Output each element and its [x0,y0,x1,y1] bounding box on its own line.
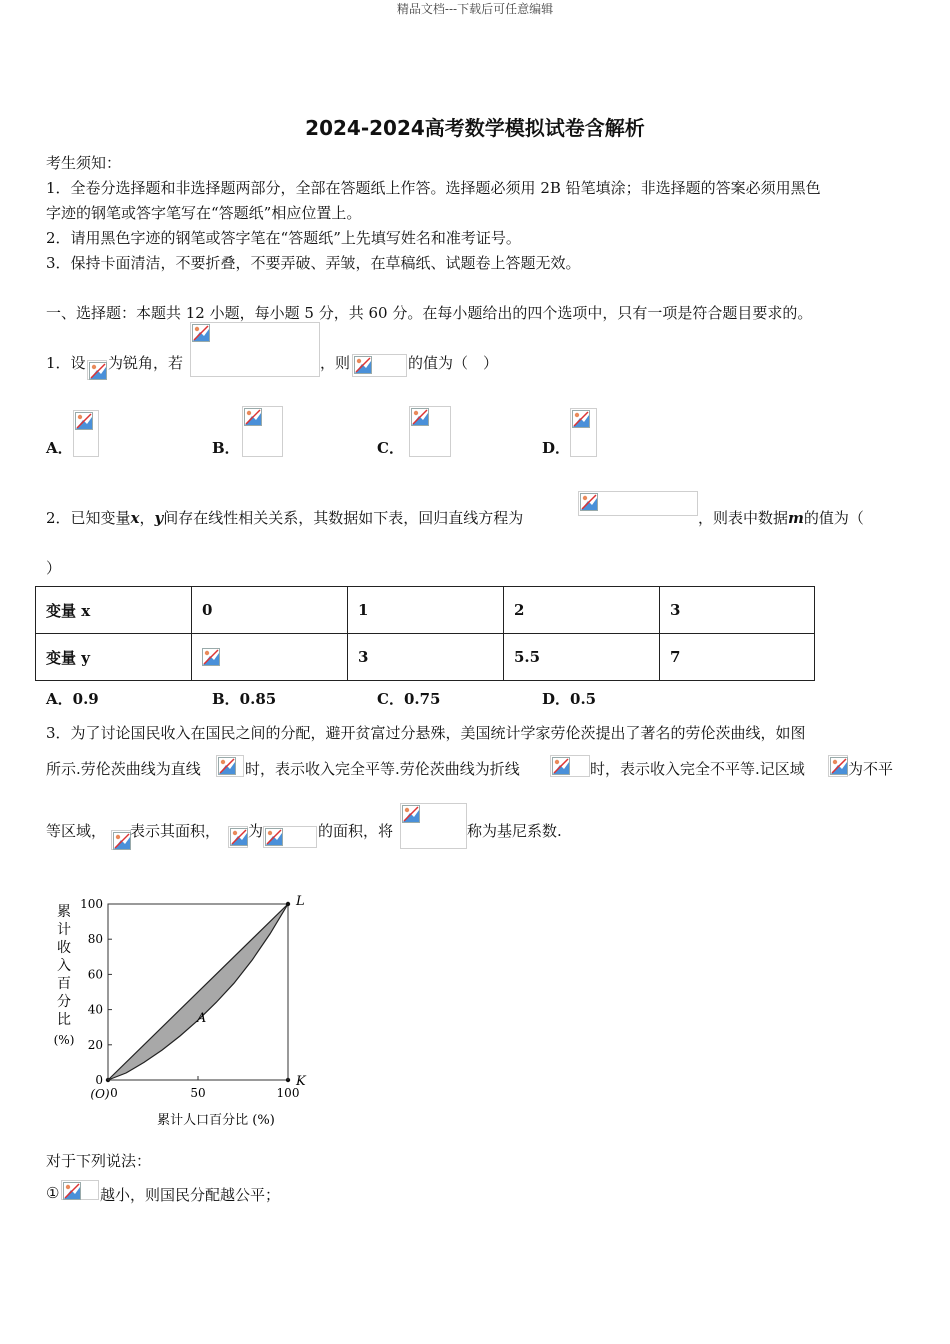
y-axis-label [54,904,75,1047]
notice-item-2: 2．请用黑色字迹的钢笔或答字笔在“答题纸”上先填写姓名和准考证号。 [46,229,521,247]
formula-image [228,826,248,848]
y-axis-label-char: 收 [57,940,71,956]
table-row [36,587,815,634]
y-tick-label: 20 [87,1037,103,1052]
q1-option-b: B． [212,439,240,457]
q1-option-c: C． [377,439,404,457]
q2-text-3: ，则表中数据 [698,509,789,527]
y-tick-label: 60 [87,967,103,982]
option-b-image [242,406,283,457]
q3-line-3c: 为 [248,822,264,840]
q3-line-3d: 的面积，将 [318,822,394,840]
broken-image-icon [113,832,131,850]
q2-text-line-2 [698,507,864,528]
q2-comma: ， [139,509,155,527]
q2-option-a: A．0.9 [46,690,99,708]
item-number: ① [46,1184,60,1202]
q1-text-2: 为锐角，若 [108,354,184,372]
broken-image-icon [230,828,248,846]
q3-item-1-text: 越小，则国民分配越公平； [100,1186,281,1204]
formula-image [87,360,107,380]
plot-area [80,894,307,1101]
q1-text-1: 1．设 [46,354,86,372]
formula-image [352,354,407,377]
table-row [36,634,815,681]
notice-item-1a: 1．全卷分选择题和非选择题两部分，全部在答题纸上作答。选择题必须用 2B 铅笔填涂；非选择题的答案必须用黑色 [46,179,821,197]
broken-image-icon [354,356,372,374]
table-cell: 3 [348,634,504,681]
notice-item-3: 3．保持卡面清洁，不要折叠，不要弄破、弄皱，在草稿纸、试题卷上答题无效。 [46,254,581,272]
x-tick-label: 100 [276,1086,300,1100]
option-d-image [570,408,597,457]
formula-image [61,1180,99,1200]
broken-image-icon [75,412,93,430]
table-cell: 2 [504,587,660,634]
page-header: 精品文档---下载后可任意编辑 [396,2,554,16]
q2-text-line [46,507,523,528]
notice-item-1b: 字迹的钢笔或答字笔写在“答题纸”相应位置上。 [46,204,362,222]
y-tick-label: 0 [95,1073,103,1087]
y-axis-label-char: 分 [57,994,71,1010]
broken-image-icon [265,828,283,846]
table-cell-image [192,634,348,681]
table-cell: 7 [660,634,815,681]
table-cell: 变量 y [36,634,192,681]
table-cell: 5.5 [504,634,660,681]
q2-option-c: C．0.75 [377,690,441,708]
y-tick-label: 100 [80,897,103,911]
q3-line-2c: 时，表示收入完全不平等.记区域 [590,760,805,778]
point-marker [286,902,290,906]
q3-line-2d: 为不平 [848,760,894,778]
y-axis-label-char: 累 [57,904,71,920]
q3-line-3a: 等区域， [46,822,107,840]
q1-text-3: ，则 [320,354,351,372]
var-m: m [788,509,804,527]
formula-image [190,322,320,377]
y-axis-label-unit: (%) [53,1033,75,1047]
q2-text-1: 2．已知变量 [46,509,131,527]
q1-text-4: 的值为（ ） [408,354,499,372]
broken-image-icon [580,493,598,511]
data-table [35,586,815,681]
q2-text-5: ） [46,559,62,577]
table-cell: 3 [660,587,815,634]
broken-image-icon [552,757,570,775]
region-a-label: A [196,1010,207,1026]
q2-text-4: 的值为（ [803,509,864,527]
table-cell: 1 [348,587,504,634]
var-x: x [130,509,140,527]
broken-image-icon [202,648,220,666]
formula-image [400,803,467,849]
x-tick-label: 0 [110,1086,118,1100]
lorenz-curve-chart [46,888,326,1133]
q3-line-3b: 表示其面积， [130,822,221,840]
q2-option-b: B．0.85 [212,690,277,708]
x-axis-label: 累计人口百分比 (%) [157,1113,275,1128]
q3-after-text: 对于下列说法： [46,1152,152,1170]
broken-image-icon [402,805,420,823]
q1-option-a: A． [46,439,73,457]
broken-image-icon [192,324,210,342]
point-l-label: L [296,894,305,909]
table-cell: 0 [192,587,348,634]
formula-image [111,830,131,850]
y-tick-label: 80 [87,932,103,947]
regression-formula-image [578,491,698,516]
option-a-image [73,410,99,457]
table-cell: 变量 x [36,587,192,634]
broken-image-icon [572,410,590,428]
var-y: y [154,509,164,527]
x-tick-label: 50 [190,1086,206,1100]
formula-image [216,755,244,777]
notice-heading: 考生须知： [46,154,122,172]
equality-line [108,904,288,1080]
point-k-label: K [296,1074,306,1089]
q2-text-2: 间存在线性相关关系，其数据如下表，回归直线方程为 [163,509,524,527]
q3-line-1: 3．为了讨论国民收入在国民之间的分配，避开贫富过分悬殊，美国统计学家劳伦茨提出了著名的劳伦茨曲线，如图 [46,724,806,742]
section-heading: 一、选择题：本题共 12 小题，每小题 5 分，共 60 分。在每小题给出的四个选项中，只有一项是符合题目要求的。 [46,304,813,322]
y-axis-label-char: 计 [57,922,71,938]
broken-image-icon [63,1182,81,1200]
broken-image-icon [244,408,262,426]
broken-image-icon [218,757,236,775]
page-title: 2024-2024高考数学模拟试卷含解析 [305,116,645,140]
formula-image [550,755,590,777]
q3-line-2b: 时，表示收入完全平等.劳伦茨曲线为折线 [245,760,520,778]
q2-option-d: D．0.5 [542,690,597,708]
q3-line-3e: 称为基尼系数. [467,822,562,840]
origin-label: (O) [90,1087,110,1101]
q3-item-1 [46,1184,59,1202]
y-axis-label-char: 入 [57,958,71,974]
formula-image [828,755,848,777]
broken-image-icon [411,408,429,426]
y-axis-label-char: 比 [57,1012,71,1028]
y-tick-label: 40 [87,1002,103,1017]
q1-option-d: D． [542,439,571,457]
formula-image [263,826,317,848]
broken-image-icon [830,757,848,775]
option-c-image [409,406,451,457]
y-axis-label-char: 百 [57,976,71,992]
q3-line-2a: 所示.劳伦茨曲线为直线 [46,760,201,778]
broken-image-icon [89,362,107,380]
